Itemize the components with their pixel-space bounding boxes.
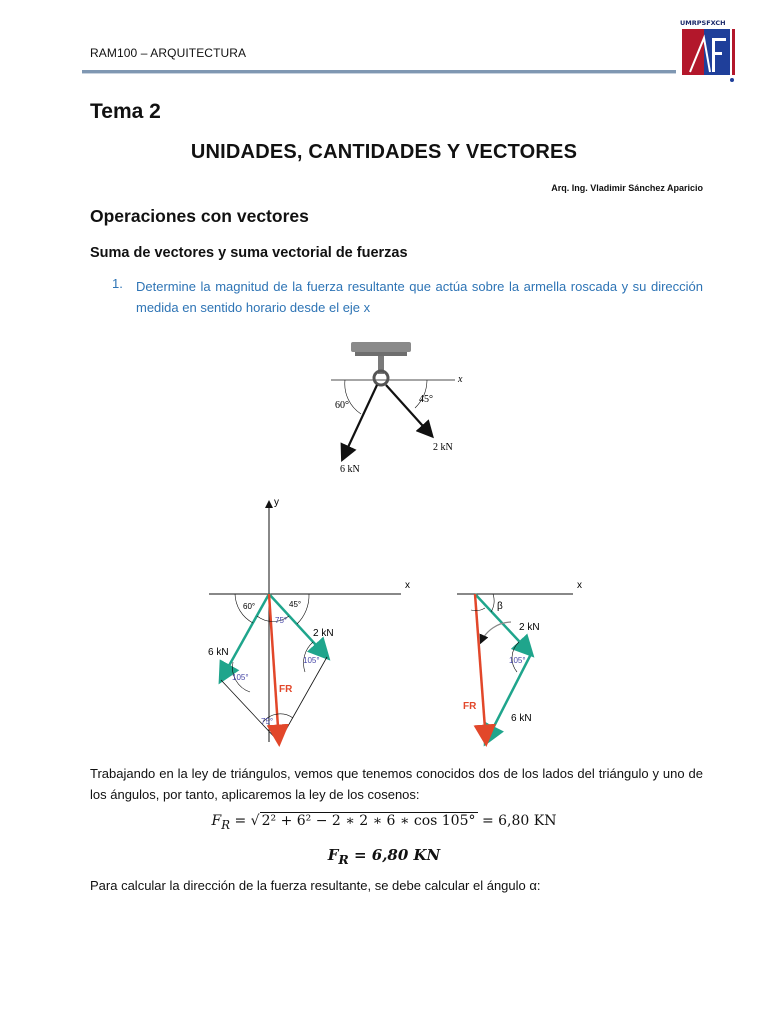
eq-lhs: F xyxy=(211,813,222,829)
force-2kn-label: 2 kN xyxy=(433,442,453,453)
resultant-label: FR xyxy=(279,684,293,695)
header-divider xyxy=(82,70,710,74)
cosine-law-equation: $F_R$ = √ 2² + 6² − 2 ∗ 2 ∗ 6 ∗ cos 105° = 6,80 KN xyxy=(211,813,557,832)
result-value: = 6,80 KN xyxy=(348,846,441,864)
axis-x-label: x xyxy=(458,374,463,385)
triangle-angle-105-label: 105° xyxy=(509,656,526,665)
force-6kn-label: 6 kN xyxy=(340,464,360,475)
problem-number: 1. xyxy=(112,276,123,291)
svg-text:UMRPSFXCH: UMRPSFXCH xyxy=(680,19,726,27)
axis-x-label-right: x xyxy=(577,580,582,591)
angle-45-label: 45° xyxy=(289,600,302,609)
triangle-resultant-label: FR xyxy=(463,701,477,712)
header-course-title: RAM100 – ARQUITECTURA xyxy=(90,46,247,60)
problem-statement: Determine la magnitud de la fuerza resultante que actúa sobre la armella roscada y su dirección medida en sentido horario desde el eje x xyxy=(136,279,703,315)
university-logo xyxy=(676,16,740,84)
triangle-force-2kn-label: 2 kN xyxy=(519,622,540,633)
force-6kn-arrow xyxy=(343,385,377,458)
eq-radicand: 2² + 6² − 2 ∗ 2 ∗ 6 ∗ cos 105° xyxy=(261,813,476,829)
triangle-force-6kn-label: 6 kN xyxy=(511,713,532,724)
result-lhs-sub: R xyxy=(338,852,349,867)
axis-x-label-left: x xyxy=(405,580,410,591)
chapter-label: Tema 2 xyxy=(90,100,161,123)
cosine-law-paragraph: Trabajando en la ley de triángulos, vemos que tenemos conocidos dos de los lados del triángulo y uno de los ángulos, por tanto, aplicaremos la ley de los cosenos: xyxy=(90,766,703,802)
force-6kn-label: 6 kN xyxy=(208,647,229,658)
angle-105-right-label: 105° xyxy=(303,656,320,665)
document-title: UNIDADES, CANTIDADES Y VECTORES xyxy=(190,141,578,163)
vector-construction-figure xyxy=(205,492,593,752)
angle-60-label: 60° xyxy=(243,602,256,611)
subsection-heading: Suma de vectores y suma vectorial de fuerzas xyxy=(90,245,408,261)
force-2kn-arrow xyxy=(386,385,431,435)
eq-rhs: = 6,80 KN xyxy=(477,813,557,829)
angle-75-top-label: 75° xyxy=(275,616,288,625)
section-heading: Operaciones con vectores xyxy=(90,206,309,226)
angle-45-label: 45° xyxy=(419,394,433,405)
axis-y-label: y xyxy=(274,497,279,508)
direction-paragraph: Para calcular la dirección de la fuerza resultante, se debe calcular el ángulo α: xyxy=(90,878,541,893)
author-line: Arq. Ing. Vladimir Sánchez Aparicio xyxy=(551,183,703,193)
angle-60-label: 60° xyxy=(335,400,349,411)
angle-105-left-label: 105° xyxy=(232,673,249,682)
result-equation xyxy=(0,846,768,867)
eyebolt-figure xyxy=(315,330,475,476)
force-2kn-label: 2 kN xyxy=(313,628,334,639)
angle-75-bottom-label: 75° xyxy=(261,717,274,726)
eq-lhs-sub: R xyxy=(221,817,231,832)
beta-label: β xyxy=(497,601,503,612)
result-lhs: F xyxy=(327,846,339,864)
